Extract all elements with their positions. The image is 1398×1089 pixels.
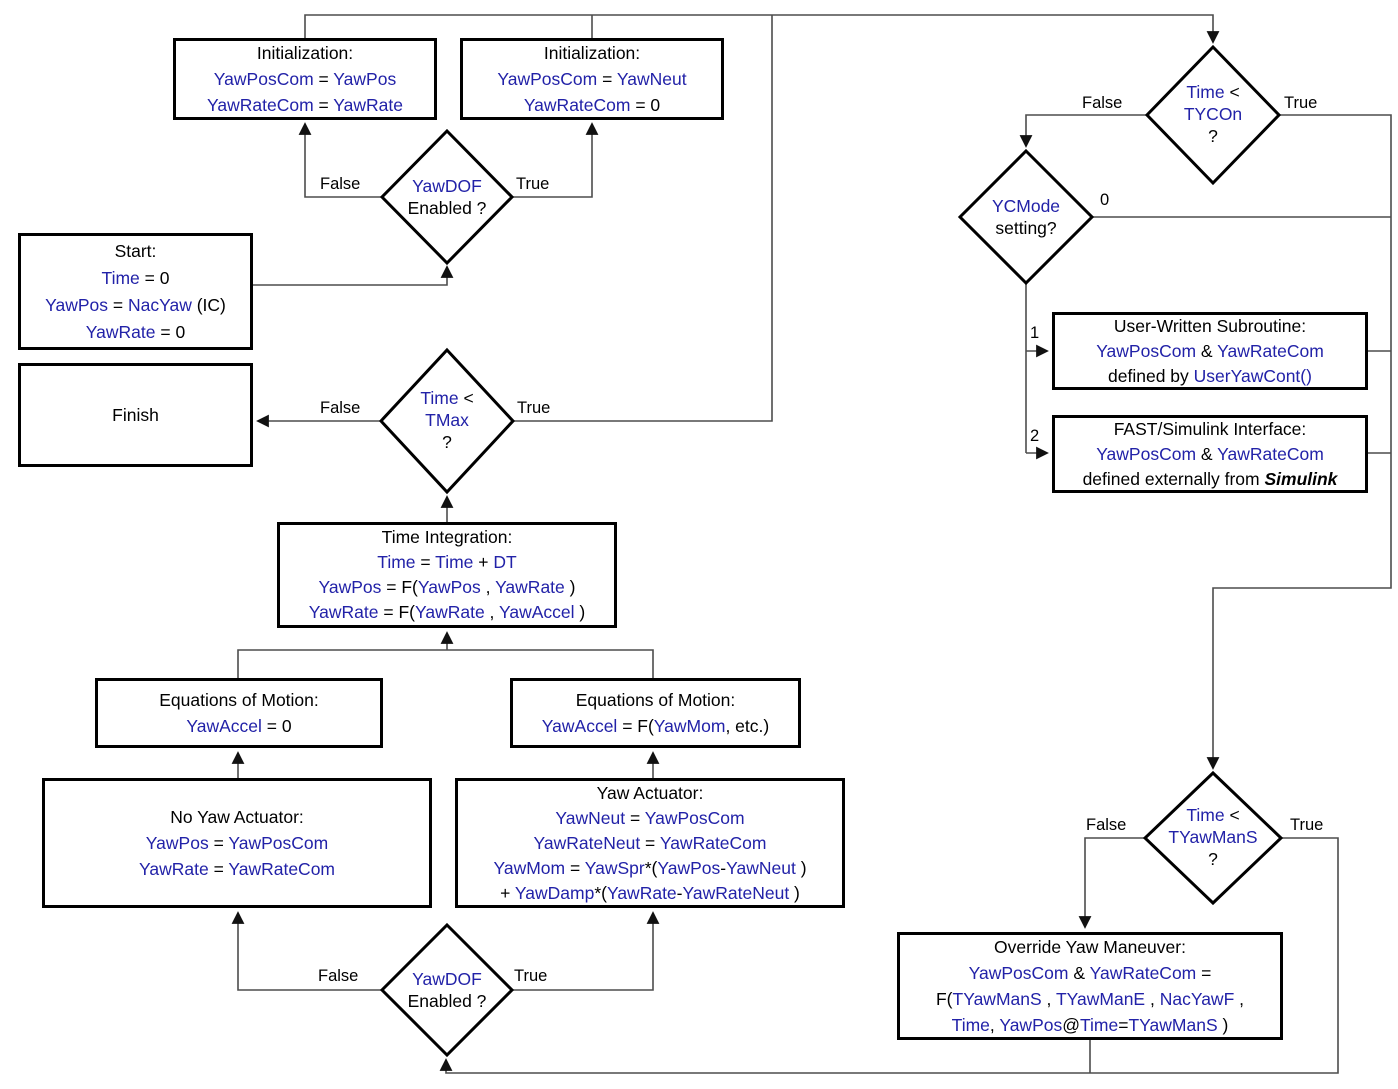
text-line: Time = Time + DT xyxy=(377,552,517,572)
edge-label-tyawmans-false: False xyxy=(1086,816,1127,834)
text-line: YawAccel = F(YawMom, etc.) xyxy=(541,716,770,736)
text-line: YawDOF xyxy=(412,176,482,196)
text-line: Time < xyxy=(420,388,474,408)
text-line: YawRateNeut = YawRateCom xyxy=(533,832,767,853)
text-line: YawPos = F(YawPos , YawRate ) xyxy=(318,577,576,597)
text-line: YawMom = YawSpr*(YawPos-YawNeut ) xyxy=(493,857,807,878)
text-line: YawPosCom & YawRateCom = xyxy=(968,963,1212,983)
text-line: Time < xyxy=(1186,805,1240,825)
text-line: No Yaw Actuator: xyxy=(170,807,304,827)
node-equations-of-motion-rigid xyxy=(95,678,383,748)
text-line: ? xyxy=(1208,849,1218,869)
text-line: YawPosCom = YawNeut xyxy=(497,69,687,89)
text-line: defined by UserYawCont() xyxy=(1108,365,1312,386)
text-line: Equations of Motion: xyxy=(159,690,319,710)
text-line: YawPosCom & YawRateCom xyxy=(1096,443,1324,464)
text-line: YawRate = 0 xyxy=(85,321,186,342)
decision-ycmode-label xyxy=(956,195,1096,239)
edge-tycon-false xyxy=(1026,115,1147,146)
node-fast-simulink-interface xyxy=(1052,415,1368,493)
text-line: F(TYawManS , TYawManE , NacYawF , xyxy=(935,989,1244,1009)
edge-label-tyawmans-true: True xyxy=(1290,816,1324,834)
edge-yawdof-act-false xyxy=(238,913,382,990)
node-user-written-subroutine xyxy=(1052,312,1368,390)
edge-label-ycmode-1: 1 xyxy=(1030,324,1040,342)
node-time-integration xyxy=(277,522,617,628)
node-finish xyxy=(18,363,253,467)
edge-label-yawdof-init-true: True xyxy=(516,175,550,193)
text-line: YawNeut = YawPosCom xyxy=(555,807,745,828)
text-line: User-Written Subroutine: xyxy=(1113,315,1307,336)
text-line: YawRate = YawRateCom xyxy=(138,859,336,879)
text-line: FAST/Simulink Interface: xyxy=(1113,418,1307,439)
node-initialization-false xyxy=(173,38,437,120)
decision-yawdof-init-label xyxy=(377,175,517,219)
text-line: TMax xyxy=(425,410,469,430)
node-yaw-actuator xyxy=(455,778,845,908)
text-line: Enabled ? xyxy=(407,991,487,1011)
edge-label-ycmode-2: 2 xyxy=(1030,427,1040,445)
text-line: YawDOF xyxy=(412,969,482,989)
node-no-yaw-actuator xyxy=(42,778,432,908)
text-line: Initialization: xyxy=(256,43,354,63)
edge-label-tycon-true: True xyxy=(1284,94,1318,112)
decision-tmax-label xyxy=(387,387,507,453)
text-line: ? xyxy=(1208,126,1218,146)
text-line: Yaw Actuator: xyxy=(596,782,704,803)
edge-eom-merge xyxy=(238,650,653,678)
text-line: YCMode xyxy=(991,196,1061,216)
edge-label-yawdof-act-true: True xyxy=(514,967,548,985)
edge-label-ycmode-0: 0 xyxy=(1100,191,1110,209)
text-line: YawRateCom = YawRate xyxy=(206,95,404,115)
text-line: defined externally from Simulink xyxy=(1082,468,1338,489)
text-line: YawAccel = 0 xyxy=(186,716,292,736)
text-line: YawRate = F(YawRate , YawAccel ) xyxy=(308,602,586,622)
text-line: Time, YawPos@Time=TYawManS ) xyxy=(951,1015,1229,1035)
text-line: ? xyxy=(442,432,452,452)
text-line: YawRateCom = 0 xyxy=(523,95,661,115)
edge-label-tycon-false: False xyxy=(1082,94,1123,112)
text-line: setting? xyxy=(995,218,1057,238)
node-start xyxy=(18,233,253,350)
node-override-yaw-maneuver xyxy=(897,932,1283,1040)
edge-label-yawdof-act-false: False xyxy=(318,967,359,985)
decision-tyawmans-label xyxy=(1128,804,1298,870)
text-line: Override Yaw Maneuver: xyxy=(994,937,1186,957)
text-line: + YawDamp*(YawRate-YawRateNeut ) xyxy=(500,882,800,903)
text-line: Start: xyxy=(114,240,157,261)
node-initialization-true xyxy=(460,38,724,120)
node-equations-of-motion-flex xyxy=(510,678,801,748)
text-line: YawPos = NacYaw (IC) xyxy=(45,294,226,315)
text-line: Time = 0 xyxy=(101,267,170,288)
text-line: TYawManS xyxy=(1168,827,1258,847)
text-line: Initialization: xyxy=(543,43,641,63)
edge-start-to-yawdof-init xyxy=(253,267,447,285)
text-line: Finish xyxy=(112,404,159,425)
text-line: YawPosCom & YawRateCom xyxy=(1096,340,1324,361)
text-line: Time < xyxy=(1186,82,1240,102)
text-line: Time Integration: xyxy=(381,527,513,547)
text-line: YawPos = YawPosCom xyxy=(145,833,329,853)
edge-label-tmax-true: True xyxy=(517,399,551,417)
decision-tycon-label xyxy=(1143,81,1283,147)
text-line: YawPosCom = YawPos xyxy=(213,69,397,89)
text-line: Equations of Motion: xyxy=(575,690,736,710)
text-line: TYCOn xyxy=(1183,104,1243,124)
decision-yawdof-act-label xyxy=(377,968,517,1012)
text-line: Enabled ? xyxy=(407,198,487,218)
edge-label-yawdof-init-false: False xyxy=(320,175,361,193)
edge-label-tmax-false: False xyxy=(320,399,361,417)
edge-init-false-output-top-rail xyxy=(305,15,1213,42)
